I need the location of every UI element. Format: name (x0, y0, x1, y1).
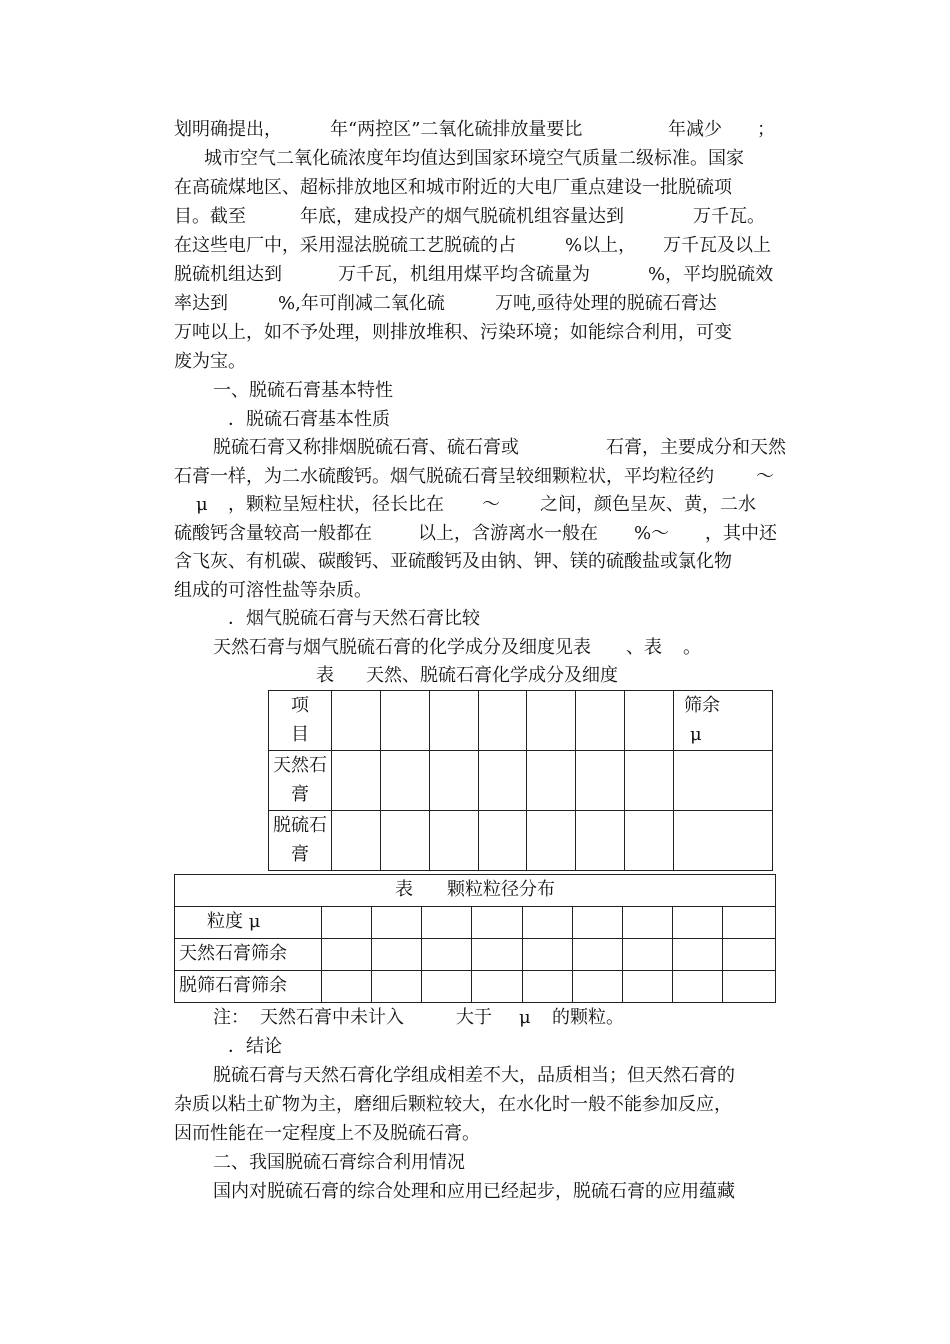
table-note: 天然石膏中未计入 (260, 1007, 404, 1028)
text-line: 组成的可溶性盐等杂质。 (174, 580, 372, 601)
table-cell (422, 907, 472, 939)
table-cell: 粒度 μ (175, 907, 322, 939)
text-line: μ (196, 494, 208, 515)
table-caption: 天然、脱硫石膏化学成分及细度 (366, 665, 618, 686)
table-cell: 筛余 μ (674, 691, 773, 751)
text-line: 含飞灰、有机碳、碳酸钙、亚硫酸钙及由钠、钾、镁的硫酸盐或氯化物 (174, 551, 732, 572)
text-line: 脱硫石膏与天然石膏化学组成相差不大，品质相当；但天然石膏的 (213, 1065, 735, 1086)
table-cell (527, 751, 576, 811)
table-note: μ (519, 1007, 531, 1028)
text-line: 杂质以粘土矿物为主，磨细后颗粒较大，在水化时一般不能参加反应， (174, 1094, 732, 1115)
text-line: 以上，含游离水一般在 (418, 523, 598, 544)
table-cell (478, 811, 527, 871)
table-cell (673, 907, 723, 939)
table-row (175, 875, 776, 907)
table-cell (674, 751, 773, 811)
table-cell (322, 907, 372, 939)
section-heading: 一、脱硫石膏基本特性 (213, 380, 393, 401)
table-cell: 天然石膏筛余 (175, 939, 322, 971)
text-line: 国内对脱硫石膏的综合处理和应用已经起步，脱硫石膏的应用蕴藏 (213, 1181, 735, 1202)
table-row (175, 971, 776, 1003)
text-line: 目。截至 (174, 206, 246, 227)
text-line: ，其中还 (705, 523, 777, 544)
subsection-heading: ．结论 (228, 1036, 282, 1057)
table-row (269, 751, 773, 811)
table-cell: 脱硫石 膏 (269, 811, 332, 871)
table-cell (429, 691, 478, 751)
text-line: %～ (634, 523, 670, 544)
subsection-heading: ．脱硫石膏基本性质 (228, 409, 390, 430)
table-cell (625, 691, 674, 751)
table-cell (673, 939, 723, 971)
table-row (175, 939, 776, 971)
table-note: 的颗粒。 (552, 1007, 624, 1028)
text-line: 硫酸钙含量较高一般都在 (174, 523, 372, 544)
text-line: 脱硫机组达到 (174, 264, 282, 285)
table-cell (522, 971, 572, 1003)
text-line: %,年可削减二氧化硫 (278, 293, 445, 314)
text-line: 石膏，主要成分和天然 (606, 437, 786, 458)
table-cell (527, 691, 576, 751)
particle-size-table (174, 874, 776, 1003)
text-line: 在这些电厂中，采用湿法脱硫工艺脱硫的占 (174, 235, 516, 256)
table-cell (572, 971, 622, 1003)
composition-table (268, 690, 773, 871)
table-cell (622, 939, 672, 971)
text-line: 。 (683, 637, 701, 658)
text-line: 城市空气二氧化硫浓度年均值达到国家环境空气质量二级标准。国家 (204, 148, 744, 169)
table-cell (576, 751, 625, 811)
text-line: 因而性能在一定程度上不及脱硫石膏。 (174, 1123, 480, 1144)
table-cell (576, 691, 625, 751)
table-cell (723, 971, 776, 1003)
table-cell (478, 691, 527, 751)
table-cell (429, 811, 478, 871)
table-row (269, 691, 773, 751)
table-note: 注： (213, 1007, 249, 1028)
text-line: 废为宝。 (174, 351, 246, 372)
table-cell (572, 939, 622, 971)
table-cell (723, 939, 776, 971)
table-cell (322, 939, 372, 971)
text-line: 年“两控区”二氧化硫排放量要比 (330, 119, 583, 140)
text-line: 万吨,亟待处理的脱硫石膏达 (495, 293, 717, 314)
text-line: 脱硫石膏又称排烟脱硫石膏、硫石膏或 (213, 437, 519, 458)
text-line: 划明确提出， (174, 119, 282, 140)
subsection-heading: ．烟气脱硫石膏与天然石膏比较 (228, 608, 480, 629)
table-cell (478, 751, 527, 811)
text-line: 万千瓦。 (693, 206, 765, 227)
table-cell: 天然石 膏 (269, 751, 332, 811)
table-cell (674, 811, 773, 871)
text-line: 率达到 (174, 293, 228, 314)
table-cell (622, 907, 672, 939)
table-cell (522, 939, 572, 971)
text-line: ～ (756, 466, 774, 487)
table-cell (472, 907, 522, 939)
table-row (269, 811, 773, 871)
table-row (175, 907, 776, 939)
table-cell (332, 691, 381, 751)
text-line: ，颗粒呈短柱状，径长比在 (228, 494, 444, 515)
text-line: 之间，颜色呈灰、黄，二水 (540, 494, 756, 515)
text-line: %，平均脱硫效 (648, 264, 774, 285)
text-line: 石膏一样，为二水硫酸钙。烟气脱硫石膏呈较细颗粒状，平均粒径约 (174, 466, 714, 487)
table-cell (372, 939, 422, 971)
text-line: 万吨以上，如不予处理，则排放堆积、污染环境；如能综合利用，可变 (174, 322, 732, 343)
text-line: 天然石膏与烟气脱硫石膏的化学成分及细度见表 (213, 637, 591, 658)
table-cell (322, 971, 372, 1003)
table-cell (422, 971, 472, 1003)
table-cell (576, 811, 625, 871)
text-line: 万千瓦及以上 (663, 235, 771, 256)
table-cell (429, 751, 478, 811)
table-cell (332, 751, 381, 811)
table-cell: 脱筛石膏筛余 (175, 971, 322, 1003)
table-cell (380, 811, 429, 871)
text-line: ； (757, 119, 775, 140)
table-cell (625, 811, 674, 871)
text-line: ～ (482, 494, 500, 515)
table-cell: 项 目 (269, 691, 332, 751)
table-cell (380, 751, 429, 811)
table-cell (673, 971, 723, 1003)
table-cell (372, 907, 422, 939)
table-cell (380, 691, 429, 751)
table-cell (332, 811, 381, 871)
table-cell (723, 907, 776, 939)
table-cell (625, 751, 674, 811)
table-cell (372, 971, 422, 1003)
table-cell (572, 907, 622, 939)
table-caption: 表 (316, 665, 334, 686)
text-line: 年减少 (668, 119, 722, 140)
text-line: 在高硫煤地区、超标排放地区和城市附近的大电厂重点建设一批脱硫项 (174, 177, 732, 198)
text-line: 、表 (626, 637, 662, 658)
text-line: 万千瓦，机组用煤平均含硫量为 (338, 264, 590, 285)
table-cell (472, 939, 522, 971)
table-cell (422, 939, 472, 971)
section-heading: 二、我国脱硫石膏综合利用情况 (213, 1152, 465, 1173)
table-cell (622, 971, 672, 1003)
table-cell (527, 811, 576, 871)
table-cell (472, 971, 522, 1003)
text-line: %以上， (565, 235, 637, 256)
table-caption: 表 颗粒粒径分布 (175, 875, 776, 907)
table-cell (522, 907, 572, 939)
text-line: 年底，建成投产的烟气脱硫机组容量达到 (300, 206, 624, 227)
table-note: 大于 (456, 1007, 492, 1028)
